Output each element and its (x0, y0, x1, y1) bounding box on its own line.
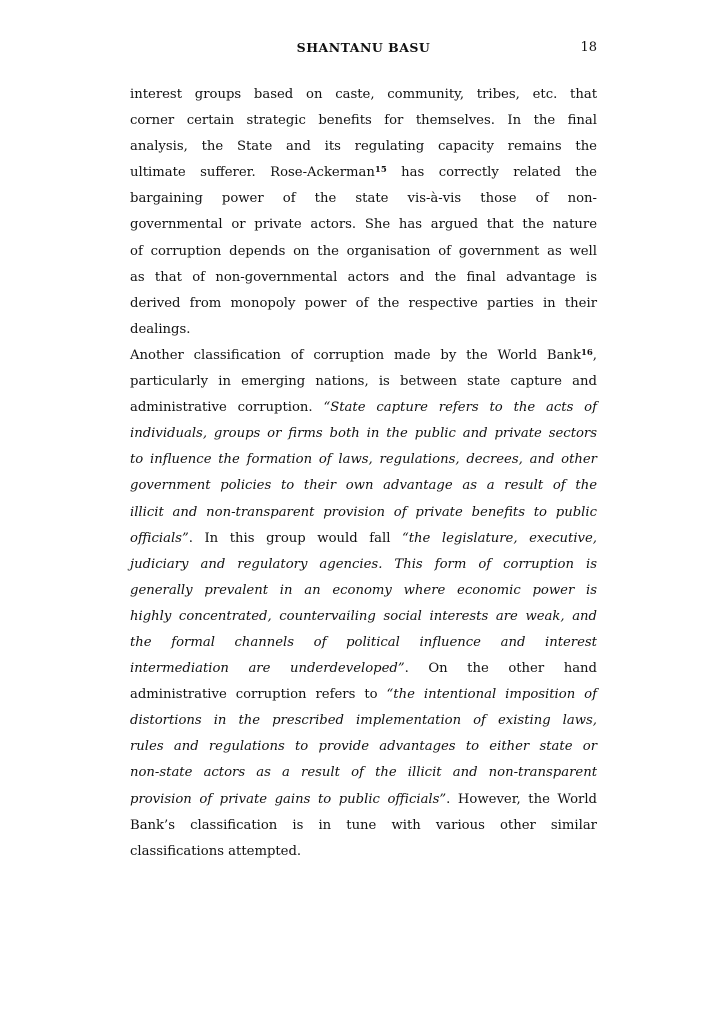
text-segment: governmental or private actors. She has argued that the nature (130, 217, 597, 233)
quoted-text: government policies to their own advantage as a result of the (130, 478, 597, 494)
quoted-text: “the intentional imposition of (386, 687, 597, 703)
text-line (130, 108, 597, 134)
text-segment: administrative corruption refers to (130, 687, 387, 703)
text-line (130, 291, 597, 317)
text-line (130, 630, 597, 656)
text-line (130, 473, 597, 499)
quoted-text: illicit and non-transparent provision of private benefits to public (130, 504, 597, 520)
text-line (130, 708, 597, 734)
text-segment: . In this group would fall (188, 530, 402, 546)
text-line (130, 186, 597, 212)
text-segment: ultimate sufferer. Rose-Ackerman (130, 165, 375, 181)
text-segment: administrative corruption. (130, 400, 324, 416)
quoted-text: non-state actors as a result of the illicit and non-transparent (130, 765, 597, 781)
quoted-text: individuals, groups or firms both in the public and private sectors (130, 426, 597, 442)
text-segment: Another classification of corruption made by the World Bank (130, 347, 581, 363)
text-line (130, 813, 597, 839)
text-segment: dealings. (130, 321, 191, 337)
text-segment: derived from monopoly power of the respective parties in their (130, 295, 597, 311)
text-segment: as that of non-governmental actors and the final advantage is (130, 269, 597, 285)
text-segment: interest groups based on caste, community, tribes, etc. that (130, 87, 597, 102)
text-line (130, 160, 597, 186)
quoted-text: rules and regulations to provide advantages to either state or (130, 739, 597, 755)
footnote-reference: 15 (374, 165, 387, 176)
text-segment: has correctly related the (386, 165, 597, 181)
text-line (130, 369, 597, 395)
text-line (130, 239, 597, 265)
text-line (130, 134, 597, 160)
text-segment: . On the other hand (404, 661, 597, 677)
text-line (130, 447, 597, 473)
quoted-text: officials” (130, 530, 189, 546)
quoted-text: intermediation are underdeveloped” (130, 661, 405, 677)
quoted-text: “State capture refers to the acts of (323, 400, 597, 416)
text-line (130, 82, 597, 108)
text-line (130, 604, 597, 630)
quoted-text: distortions in the prescribed implementation of existing laws, (130, 713, 597, 729)
quoted-text: “the legislature, executive, (402, 530, 597, 546)
text-line (130, 526, 597, 552)
quoted-text: judiciary and regulatory agencies. This form of corruption is (130, 556, 597, 572)
text-line (130, 395, 597, 421)
body-text (130, 82, 597, 865)
running-header-author: SHANTANU BASU (296, 40, 431, 55)
text-line (130, 500, 597, 526)
page-number: 18 (580, 40, 597, 55)
text-segment: analysis, the State and its regulating capacity remains the (130, 139, 597, 155)
text-line (130, 317, 597, 343)
text-line (130, 578, 597, 604)
quoted-text: generally prevalent in an economy where economic power is (130, 582, 597, 598)
text-line (130, 760, 597, 786)
text-segment: particularly in emerging nations, is between state capture and (130, 374, 597, 390)
text-line (130, 421, 597, 447)
text-segment: bargaining power of the state vis-à-vis those of non- (130, 191, 597, 207)
quoted-text: provision of private gains to public officials” (130, 791, 447, 807)
text-line (130, 656, 597, 682)
text-line (130, 343, 597, 369)
text-segment: Bank’s classification is in tune with various other similar (130, 817, 597, 833)
text-segment: of corruption depends on the organisation of government as well (130, 243, 597, 259)
text-segment: , (592, 347, 597, 363)
quoted-text: highly concentrated, countervailing social interests are weak, and (130, 608, 597, 624)
text-line (130, 839, 597, 865)
running-header (130, 40, 597, 64)
text-line (130, 682, 597, 708)
text-line (130, 787, 597, 813)
text-line (130, 552, 597, 578)
text-segment: . However, the World (446, 791, 597, 807)
text-line (130, 265, 597, 291)
text-segment: classifications attempted. (130, 843, 302, 859)
text-line (130, 734, 597, 760)
text-line (130, 212, 597, 238)
quoted-text: the formal channels of political influence and interest (130, 634, 597, 650)
quoted-text: to influence the formation of laws, regulations, decrees, and other (130, 452, 597, 468)
text-segment: corner certain strategic benefits for themselves. In the final (130, 113, 597, 129)
footnote-reference: 16 (580, 347, 593, 358)
